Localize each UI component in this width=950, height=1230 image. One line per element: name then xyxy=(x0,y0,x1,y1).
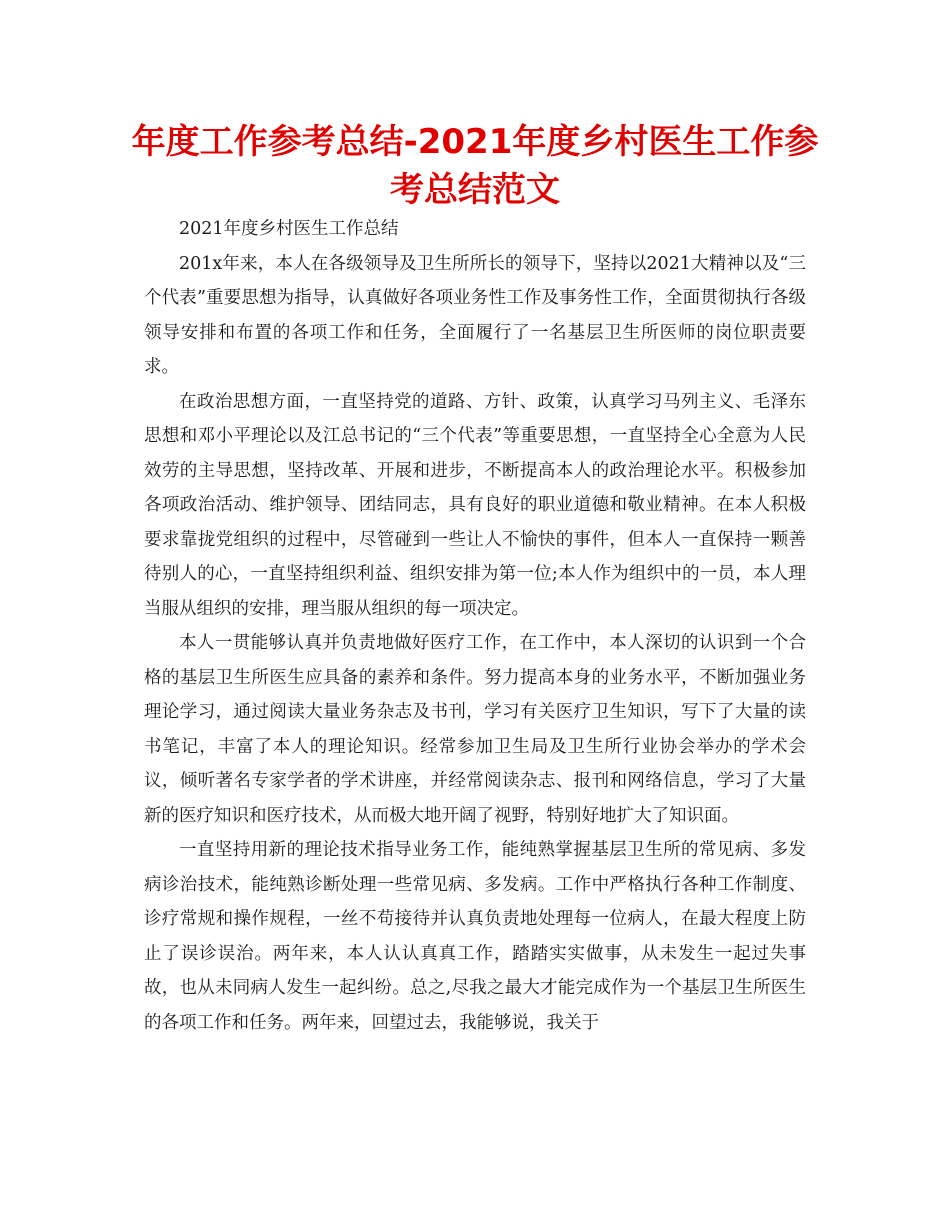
paragraph: 一直坚持用新的理论技术指导业务工作，能纯熟掌握基层卫生所的常见病、多发病诊治技术，能纯熟诊断处理一些常见病、多发病。工作中严格执行各种工作制度、诊疗常规和操作规程，一丝不苟接待并认真负责地处理每一位病人，在最大程度上防止了误诊误治。两年来，本人认认真真工作，踏踏实实做事，从未发生一起过失事故，也从未同病人发生一起纠纷。总之,尽我之最大才能完成作为一个基层卫生所医生的各项工作和任务。两年来，回望过去，我能够说，我关于 xyxy=(144,840,806,1033)
paragraph: 201x年来，本人在各级领导及卫生所所长的领导下，坚持以2021大精神以及“三个代表”重要思想为指导，认真做好各项业务性工作及事务性工作，全面贯彻执行各级领导安排和布置的各项工作和任务，全面履行了一名基层卫生所医师的岗位职责要求。 xyxy=(144,253,806,377)
document-body xyxy=(144,212,806,1040)
paragraph: 在政治思想方面，一直坚持党的道路、方针、政策，认真学习马列主义、毛泽东思想和邓小平理论以及江总书记的“三个代表”等重要思想，一直坚持全心全意为人民效劳的主导思想，坚持改革、开展和进步，不断提高本人的政治理论水平。积极参加各项政治活动、维护领导、团结同志，具有良好的职业道德和敬业精神。在本人积极要求靠拢党组织的过程中，尽管碰到一些让人不愉快的事件，但本人一直保持一颗善待别人的心，一直坚持组织利益、组织安排为第一位;本人作为组织中的一员，本人理当服从组织的安排，理当服从组织的每一项决定。 xyxy=(144,391,806,619)
document-title: 年度工作参考总结-2021年度乡村医生工作参考总结范文 xyxy=(131,122,819,210)
paragraph-subtitle: 2021年度乡村医生工作总结 xyxy=(179,219,399,239)
paragraph: 本人一贯能够认真并负责地做好医疗工作，在工作中，本人深切的认识到一个合格的基层卫生所医生应具备的素养和条件。努力提高本身的业务水平，不断加强业务理论学习，通过阅读大量业务杂志及书刊，学习有关医疗卫生知识，写下了大量的读书笔记，丰富了本人的理论知识。经常参加卫生局及卫生所行业协会举办的学术会议，倾听著名专家学者的学术讲座，并经常阅读杂志、报刊和网络信息，学习了大量新的医疗知识和医疗技术，从而极大地开阔了视野，特别好地扩大了知识面。 xyxy=(144,633,806,826)
